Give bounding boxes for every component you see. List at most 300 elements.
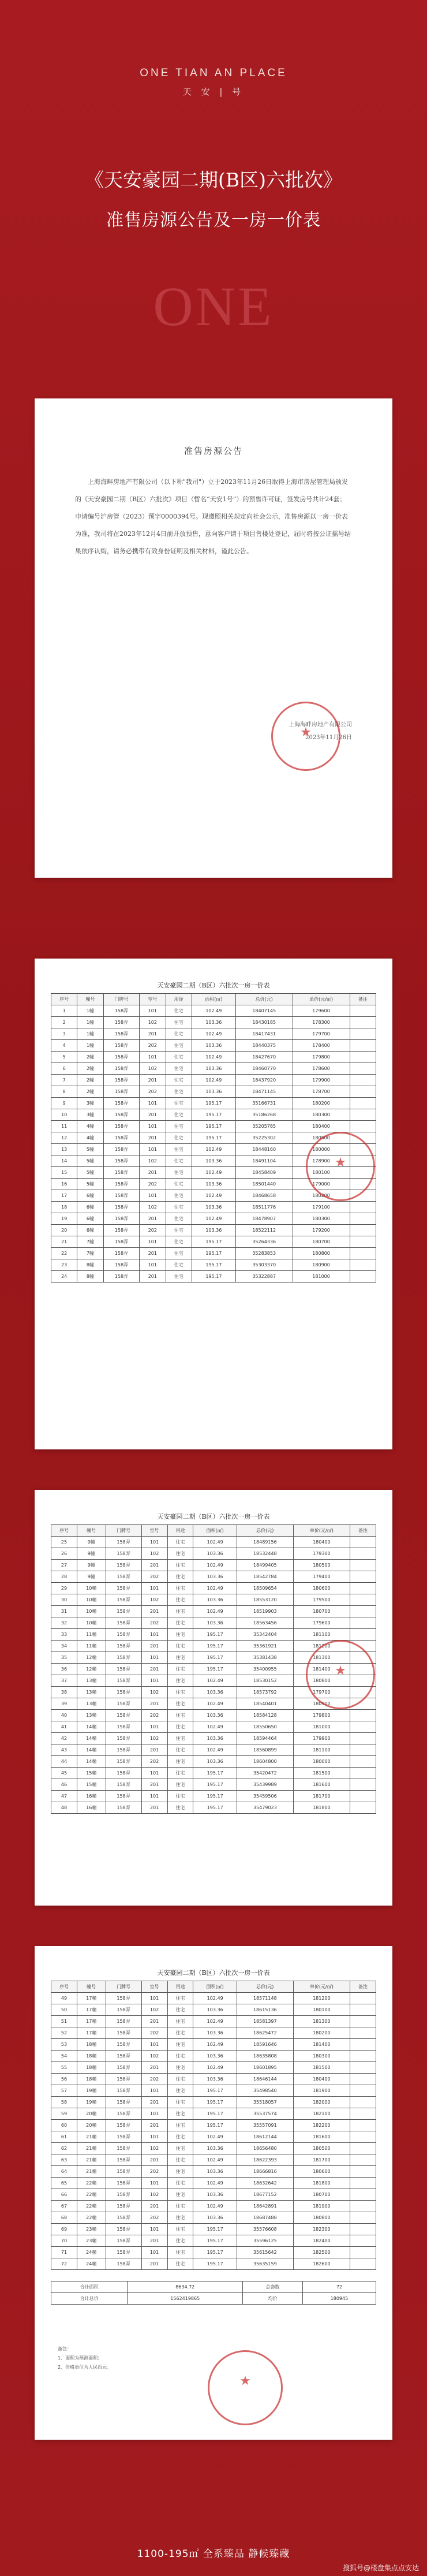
table-cell: 17幢 (77, 2027, 106, 2039)
table-cell: 住宅 (167, 1664, 193, 1675)
table-cell: 201 (140, 1271, 166, 1283)
table-cell: 住宅 (166, 1179, 192, 1190)
table-cell: 182400 (293, 2235, 350, 2247)
table-cell: 29 (51, 1583, 77, 1594)
table-cell: 18571148 (237, 1993, 293, 2004)
table-row (51, 1121, 376, 1132)
table-row (51, 2085, 376, 2097)
table-cell: 35205785 (235, 1121, 293, 1132)
table-cell: 101 (141, 1675, 167, 1687)
table-cell: 181000 (293, 1721, 350, 1733)
table-cell: 住宅 (166, 1259, 192, 1271)
table-cell: 14幢 (77, 1744, 106, 1756)
headline-subtitle: 准售房源公告及一房一价表 (106, 210, 321, 230)
table-cell: 18677152 (237, 2189, 293, 2201)
table-cell (350, 2178, 376, 2189)
table-cell: 158弄 (103, 1086, 140, 1098)
table-cell: 182600 (293, 2258, 350, 2270)
table-cell: 2 (51, 1017, 77, 1028)
table-cell: 18687488 (237, 2212, 293, 2224)
table-row (51, 2120, 376, 2131)
table-cell: 158弄 (106, 2016, 141, 2027)
table-cell: 14幢 (77, 1756, 106, 1768)
table-cell: 103.36 (192, 1017, 235, 1028)
table-cell: 1幢 (77, 1040, 103, 1052)
table-cell: 18625472 (237, 2027, 293, 2039)
table-cell (350, 1756, 376, 1768)
table-cell: 101 (141, 2108, 167, 2120)
table-cell: 18448160 (235, 1144, 293, 1155)
table-cell: 158弄 (103, 1202, 140, 1213)
table-cell: 合计总价 (51, 2293, 128, 2305)
table-cell: 18553120 (237, 1594, 293, 1606)
table-cell: 158弄 (106, 2027, 141, 2039)
table-cell: 102 (140, 1063, 166, 1075)
table-cell: 180800 (293, 2212, 350, 2224)
table-row (51, 2143, 376, 2154)
table-cell: 27 (51, 1560, 77, 1571)
table-cell: 158弄 (106, 1606, 141, 1617)
table-cell: 2幢 (77, 1075, 103, 1086)
table-cell: 103.36 (192, 1202, 235, 1213)
table-cell: 18615136 (237, 2004, 293, 2016)
table-cell: 103.36 (193, 1548, 237, 1560)
table-cell: 102.49 (193, 1993, 237, 2004)
table-cell (350, 1109, 376, 1121)
table-cell: 31 (51, 1606, 77, 1617)
table-cell: 44 (51, 1756, 77, 1768)
table-cell (350, 2224, 376, 2235)
table-cell: 28 (51, 1571, 77, 1583)
table-cell: 102.49 (193, 1698, 237, 1710)
table-cell: 102.49 (193, 1721, 237, 1733)
price-table-card-3 (35, 1946, 392, 2440)
table-cell: 102.49 (193, 1537, 237, 1548)
table-cell: 32 (51, 1617, 77, 1629)
table-cell: 180300 (293, 1109, 350, 1121)
table-cell: 181200 (293, 1641, 350, 1652)
table-cell: 住宅 (166, 1248, 192, 1259)
table-cell: 195.17 (193, 1802, 237, 1814)
table-cell: 202 (141, 1617, 167, 1629)
table-cell: 158弄 (106, 2039, 141, 2051)
notice-date: 2023年11月26日 (305, 735, 352, 741)
table-cell: 16幢 (77, 1802, 106, 1814)
table-cell (350, 1213, 376, 1225)
table-cell: 195.17 (193, 1641, 237, 1652)
table-cell: 住宅 (166, 1086, 192, 1098)
table-cell: 201 (141, 2201, 167, 2212)
table-cell: 181800 (293, 1802, 350, 1814)
table-cell: 181900 (293, 2201, 350, 2212)
column-header: 幢号 (77, 994, 103, 1005)
table-cell: 158弄 (103, 1190, 140, 1202)
table-row (51, 1005, 376, 1017)
table-cell: 179600 (293, 1617, 350, 1629)
notice-company: 上海海畔房地产有限公司 (289, 722, 352, 728)
table-cell: 102 (141, 2143, 167, 2154)
table-cell: 202 (141, 2212, 167, 2224)
table-cell: 18499405 (237, 1560, 293, 1571)
table-cell: 158弄 (103, 1028, 140, 1040)
table-cell: 5幢 (77, 1179, 103, 1190)
table-cell: 158弄 (106, 1721, 141, 1733)
table-row (51, 1721, 376, 1733)
table-cell (350, 2201, 376, 2212)
table-cell (350, 2154, 376, 2166)
table-cell: 101 (141, 2247, 167, 2258)
table-cell (350, 1075, 376, 1086)
table-row (51, 2258, 376, 2270)
table-cell: 住宅 (166, 1167, 192, 1179)
table-cell: 19 (51, 1213, 77, 1225)
table-cell: 182200 (293, 2120, 350, 2131)
table-cell: 13幢 (77, 1675, 106, 1687)
table-cell: 179200 (293, 1225, 350, 1236)
table-cell: 195.17 (193, 1791, 237, 1802)
table-row (51, 1583, 376, 1594)
table-cell: 179900 (293, 1733, 350, 1744)
table-cell (350, 1791, 376, 1802)
table-cell: 101 (140, 1259, 166, 1271)
column-header: 序号 (51, 994, 77, 1005)
column-header: 门牌号 (103, 994, 140, 1005)
table-cell: 18622393 (237, 2154, 293, 2166)
table-cell: 35303370 (235, 1259, 293, 1271)
table-cell: 18612144 (237, 2131, 293, 2143)
table-cell (350, 1271, 376, 1283)
table-cell: 103.36 (192, 1179, 235, 1190)
table-cell: 181300 (293, 2016, 350, 2027)
column-header: 序号 (51, 1525, 77, 1537)
table-cell: 35342404 (237, 1629, 293, 1641)
table-cell: 24幢 (77, 2247, 106, 2258)
table-cell: 102 (141, 2189, 167, 2201)
table-cell: 住宅 (167, 2212, 193, 2224)
table-cell: 101 (141, 2224, 167, 2235)
table-cell: 14 (51, 1155, 77, 1167)
table-cell: 180200 (293, 1098, 350, 1109)
table-row (51, 1109, 376, 1121)
table-row (51, 1236, 376, 1248)
table-cell: 8 (51, 1086, 77, 1098)
table-cell: 103.36 (192, 1040, 235, 1052)
table-cell: 7幢 (77, 1248, 103, 1259)
table-row (51, 2189, 376, 2201)
table-cell: 65 (51, 2178, 77, 2189)
table-cell: 24 (51, 1271, 77, 1283)
table-row (51, 2074, 376, 2085)
table-cell: 102.49 (192, 1144, 235, 1155)
table-cell: 18417431 (235, 1028, 293, 1040)
table-cell: 1 (51, 1005, 77, 1017)
table-cell: 9幢 (77, 1537, 106, 1548)
table-cell: 101 (140, 1005, 166, 1017)
table-cell: 35283853 (235, 1248, 293, 1259)
table-cell: 18560899 (237, 1744, 293, 1756)
table-cell: 5幢 (77, 1144, 103, 1155)
table-row (51, 1802, 376, 1814)
table-cell: 2幢 (77, 1086, 103, 1098)
table-cell: 158弄 (103, 1132, 140, 1144)
table-cell: 158弄 (106, 2143, 141, 2154)
table-cell: 35635159 (237, 2258, 293, 2270)
table-cell: 201 (141, 2235, 167, 2247)
table-cell: 住宅 (167, 1791, 193, 1802)
column-header: 用途 (167, 1981, 193, 1993)
table-cell: 住宅 (166, 1121, 192, 1132)
table-cell: 195.17 (193, 2258, 237, 2270)
table-cell: 住宅 (167, 2143, 193, 2154)
table-cell: 18532448 (237, 1548, 293, 1560)
table-cell: 22幢 (77, 2201, 106, 2212)
table-cell: 45 (51, 1768, 77, 1779)
table-cell (350, 1086, 376, 1098)
table-cell: 103.36 (193, 1733, 237, 1744)
table-cell: 9幢 (77, 1560, 106, 1571)
table-cell: 26 (51, 1548, 77, 1560)
table-cell: 6幢 (77, 1202, 103, 1213)
table-cell: 180000 (293, 1144, 350, 1155)
table-cell: 158弄 (106, 1629, 141, 1641)
table-cell: 158弄 (103, 1225, 140, 1236)
table-cell: 18635808 (237, 2051, 293, 2062)
column-header: 单价(元/㎡) (293, 1981, 350, 1993)
table-cell: 2幢 (77, 1052, 103, 1063)
table-cell: 158弄 (106, 2154, 141, 2166)
table-cell: 住宅 (167, 1652, 193, 1664)
table-cell: 178600 (293, 1063, 350, 1075)
table-cell: 39 (51, 1698, 77, 1710)
table-cell: 6幢 (77, 1190, 103, 1202)
one-watermark: ONE (153, 275, 274, 337)
table-cell: 35166731 (235, 1098, 293, 1109)
table-row (51, 2097, 376, 2108)
table-cell (350, 2097, 376, 2108)
table-cell: 18573792 (237, 1687, 293, 1698)
table-cell: 158弄 (103, 1005, 140, 1017)
table-row (51, 2247, 376, 2258)
table-cell: 201 (140, 1132, 166, 1144)
price-table-3 (51, 1981, 376, 2270)
table-cell: 202 (141, 1571, 167, 1583)
table-cell: 182500 (293, 2247, 350, 2258)
table-cell: 158弄 (103, 1109, 140, 1121)
table-cell: 18458409 (235, 1167, 293, 1179)
table-cell: 24幢 (77, 2258, 106, 2270)
table-cell: 10 (51, 1109, 77, 1121)
table-cell: 158弄 (103, 1098, 140, 1109)
table-cell: 住宅 (167, 2247, 193, 2258)
table-cell: 181700 (293, 1791, 350, 1802)
table-cell: 201 (141, 1744, 167, 1756)
table-cell: 158弄 (106, 2189, 141, 2201)
table-cell: 195.17 (193, 2097, 237, 2108)
table-row (51, 2166, 376, 2178)
table-cell: 51 (51, 2016, 77, 2027)
table-cell: 住宅 (166, 1190, 192, 1202)
table-cell: 3 (51, 1028, 77, 1040)
table-cell: 13幢 (77, 1687, 106, 1698)
table-cell: 15幢 (77, 1779, 106, 1791)
table-cell: 1幢 (77, 1005, 103, 1017)
table-cell: 180800 (293, 1675, 350, 1687)
table-cell: 1562419865 (128, 2293, 243, 2305)
table-cell: 8幢 (77, 1271, 103, 1283)
table-cell: 住宅 (166, 1213, 192, 1225)
table-cell: 158弄 (106, 1744, 141, 1756)
table-cell: 18437920 (235, 1075, 293, 1086)
table-cell (350, 1121, 376, 1132)
table-cell: 158弄 (106, 1664, 141, 1675)
table-cell: 101 (141, 1629, 167, 1641)
table-cell: 18656480 (237, 2143, 293, 2154)
table-cell: 18407145 (235, 1005, 293, 1017)
table-cell: 住宅 (167, 2004, 193, 2016)
table-row (51, 1040, 376, 1052)
table-cell (350, 2062, 376, 2074)
table-cell: 158弄 (106, 2212, 141, 2224)
table-cell: 18530152 (237, 1675, 293, 1687)
table-cell: 201 (141, 1698, 167, 1710)
table-cell: 158弄 (103, 1075, 140, 1086)
table-cell: 住宅 (167, 1993, 193, 2004)
table-row (51, 1017, 376, 1028)
table-cell: 12幢 (77, 1652, 106, 1664)
table-cell: 18440375 (235, 1040, 293, 1052)
table-cell: 158弄 (106, 1779, 141, 1791)
table-cell: 101 (141, 1537, 167, 1548)
table-cell: 1幢 (77, 1028, 103, 1040)
table-cell (350, 1040, 376, 1052)
table-row (51, 2004, 376, 2016)
table-cell: 180400 (293, 1537, 350, 1548)
table-cell: 101 (141, 2085, 167, 2097)
column-header: 面积(㎡) (192, 994, 235, 1005)
table-row (51, 1606, 376, 1617)
table-cell: 195.17 (193, 1664, 237, 1675)
table-cell: 180500 (293, 1132, 350, 1144)
column-header: 单价(元/㎡) (293, 994, 350, 1005)
column-header: 用途 (167, 1525, 193, 1537)
table-cell: 158弄 (106, 1756, 141, 1768)
table-row (51, 1733, 376, 1744)
table-cell: 35225302 (235, 1132, 293, 1144)
table-cell: 18509654 (237, 1583, 293, 1594)
column-header: 总价(元) (235, 994, 293, 1005)
table-cell: 179700 (293, 1687, 350, 1698)
table-cell: 18522112 (235, 1225, 293, 1236)
table-row (51, 1098, 376, 1109)
table-cell: 17幢 (77, 2004, 106, 2016)
table-cell: 103.36 (193, 2143, 237, 2154)
table-cell: 158弄 (106, 1571, 141, 1583)
table-cell: 179600 (293, 1005, 350, 1017)
table-cell: 56 (51, 2074, 77, 2085)
table-cell (350, 1583, 376, 1594)
table-cell: 72 (302, 2282, 376, 2293)
table-cell: 178900 (293, 1155, 350, 1167)
table-cell: 102 (140, 1017, 166, 1028)
table-cell: 14幢 (77, 1721, 106, 1733)
table-cell: 179400 (293, 1571, 350, 1583)
table-cell (350, 2016, 376, 2027)
table-cell: 158弄 (106, 2247, 141, 2258)
table-cell (350, 1202, 376, 1213)
table-cell: 201 (140, 1248, 166, 1259)
note-line: 2、价格单位为人民币元。 (58, 2365, 112, 2370)
table-cell: 1幢 (77, 1017, 103, 1028)
table-cell: 25 (51, 1537, 77, 1548)
table-cell: 180300 (293, 1213, 350, 1225)
table-cell: 住宅 (167, 2027, 193, 2039)
table-cell: 158弄 (106, 1617, 141, 1629)
table-cell: 158弄 (106, 2258, 141, 2270)
table-cell: 180900 (293, 1259, 350, 1271)
notice-card (35, 398, 392, 878)
table-cell (350, 1606, 376, 1617)
table-row (51, 1271, 376, 1283)
table-cell: 158弄 (106, 1560, 141, 1571)
table-cell: 158弄 (106, 1687, 141, 1698)
table-cell: 158弄 (106, 1698, 141, 1710)
table-cell: 158弄 (103, 1144, 140, 1155)
table-cell: 64 (51, 2166, 77, 2178)
table-cell: 18594464 (237, 1733, 293, 1744)
table-cell: 18591646 (237, 2039, 293, 2051)
table-cell: 201 (141, 2016, 167, 2027)
table-cell (350, 2212, 376, 2224)
table-cell: 50 (51, 2004, 77, 2016)
table-cell: 158弄 (103, 1121, 140, 1132)
table-cell: 158弄 (106, 2131, 141, 2143)
table-cell: 18601895 (237, 2062, 293, 2074)
table-cell: 180500 (293, 1560, 350, 1571)
table-cell: 21幢 (77, 2154, 106, 2166)
table-cell: 103.36 (193, 2004, 237, 2016)
table-row (51, 1791, 376, 1802)
table-cell: 11 (51, 1121, 77, 1132)
table-row (51, 2293, 376, 2305)
table-cell: 住宅 (166, 1075, 192, 1086)
table-cell: 10幢 (77, 1583, 106, 1594)
table-cell: 102.49 (193, 1744, 237, 1756)
notice-title: 准售房源公告 (183, 446, 243, 456)
table-cell: 住宅 (167, 1779, 193, 1791)
table-cell: 180900 (293, 1698, 350, 1710)
table-row (51, 1086, 376, 1098)
table-cell: 158弄 (106, 2108, 141, 2120)
table-cell: 180700 (293, 1606, 350, 1617)
table-notes (58, 2344, 111, 2372)
table-cell: 18 (51, 1202, 77, 1213)
table-cell: 22幢 (77, 2189, 106, 2201)
table-cell: 158弄 (103, 1248, 140, 1259)
table-cell: 住宅 (166, 1155, 192, 1167)
table-cell: 201 (141, 1664, 167, 1675)
table-row (51, 1594, 376, 1606)
table-cell: 住宅 (167, 1594, 193, 1606)
table-cell: 179300 (293, 1548, 350, 1560)
table-cell: 101 (141, 1652, 167, 1664)
table-cell: 195.17 (193, 2120, 237, 2131)
table-row (51, 1744, 376, 1756)
table-cell: 103.36 (193, 2027, 237, 2039)
table-cell: 13幢 (77, 1710, 106, 1721)
table-cell: 35381438 (237, 1652, 293, 1664)
table-cell: 57 (51, 2085, 77, 2097)
table-cell: 158弄 (103, 1052, 140, 1063)
